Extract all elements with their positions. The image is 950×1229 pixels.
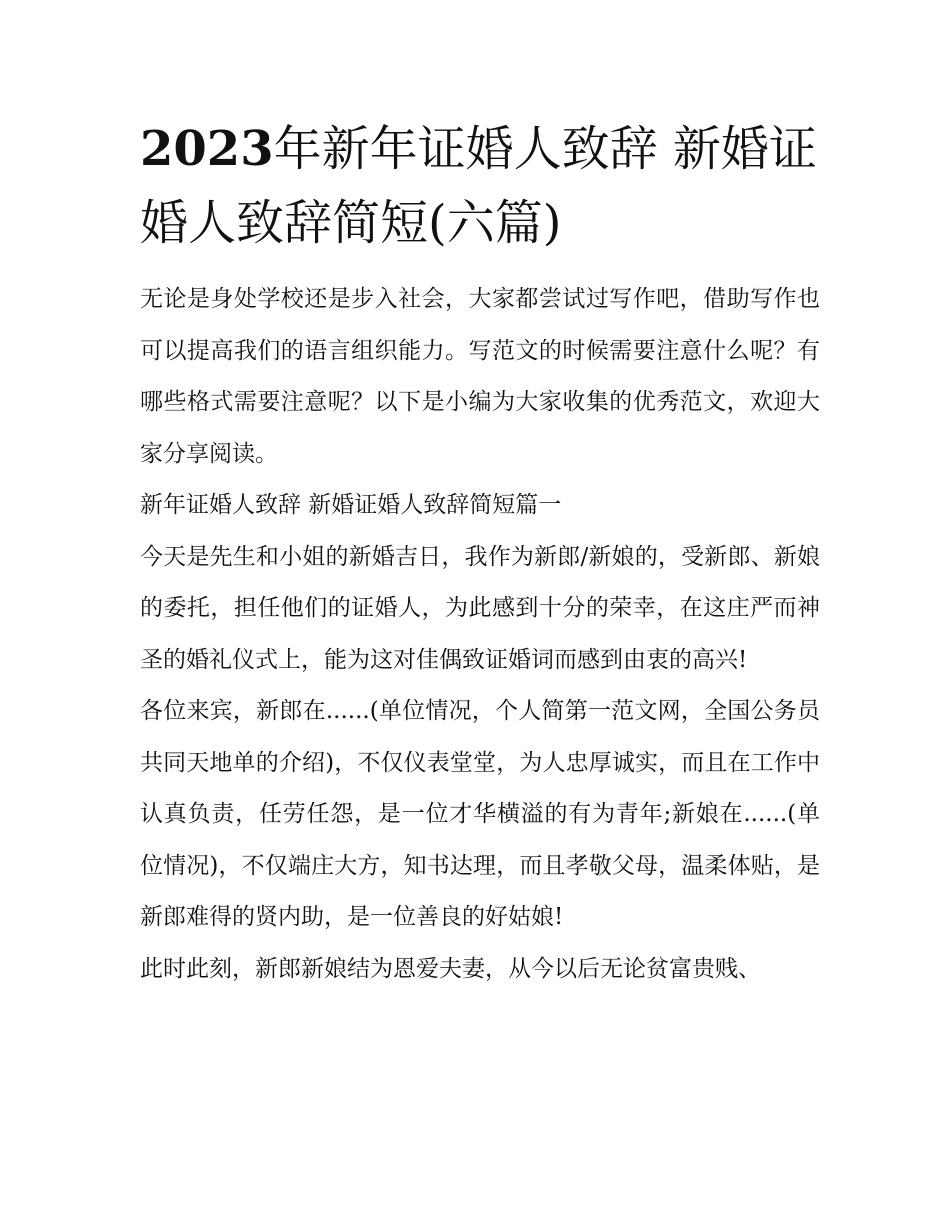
document-title xyxy=(140,112,820,260)
title-year: 2023 xyxy=(140,121,274,177)
intro-paragraph: 无论是身处学校还是步入社会，大家都尝试过写作吧，借助写作也可以提高我们的语言组织能力。写范文的时候需要注意什么呢？有哪些格式需要注意呢？以下是小编为大家收集的优秀范文，欢迎大家分享阅读。 xyxy=(140,286,820,467)
body-paragraph: 今天是先生和小姐的新婚吉日，我作为新郎/新娘的，受新郎、新娘的委托，担任他们的证婚人，为此感到十分的荣幸，在这庄严而神圣的婚礼仪式上，能为这对佳偶致证婚词而感到由衷的高兴! xyxy=(140,543,820,673)
section-heading: 新年证婚人致辞 新婚证婚人致辞简短篇一 xyxy=(140,492,562,518)
body-paragraph: 此时此刻，新郎新娘结为恩爱夫妻，从今以后无论贫富贵贱、 xyxy=(140,955,761,982)
document-body xyxy=(140,274,820,995)
title-text: 年新年证婚人致辞 新婚证婚人致辞简短(六篇) xyxy=(140,121,817,251)
body-paragraph: 各位来宾，新郎在......(单位情况，个人简第一范文网，全国公务员共同天地单的介绍)，不仅仪表堂堂，为人忠厚诚实，而且在工作中认真负责，任劳任怨，是一位才华横溢的有为青年;新娘在......(单位情况)，不仅端庄大方，知书达理，而且孝敬父母，温柔体贴，是新郎难得的贤内助，是一位善良的好姑娘! xyxy=(140,698,820,930)
